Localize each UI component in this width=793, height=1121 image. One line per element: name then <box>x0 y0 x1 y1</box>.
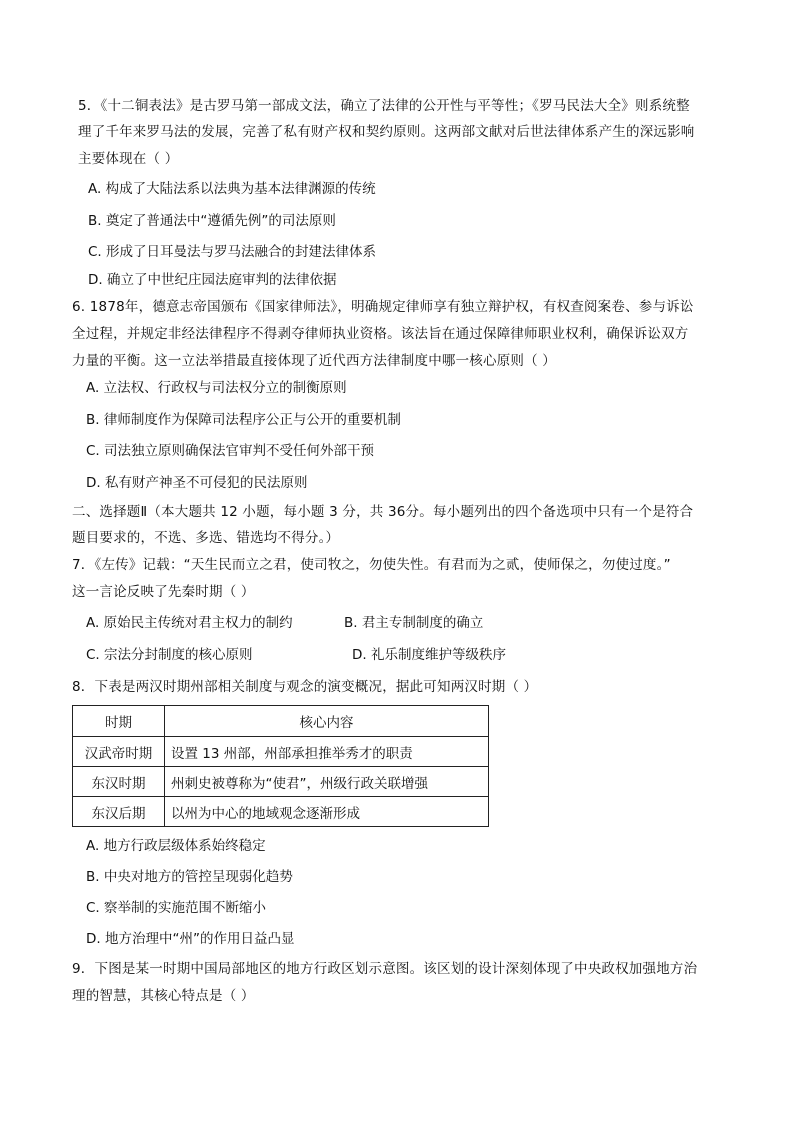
q6-line-3: 力量的平衡。这一立法举措最直接体现了近代西方法律制度中哪一核心原则（ ） <box>72 353 556 369</box>
q7-option-b: B. 君主专制制度的确立 <box>344 615 484 631</box>
q5-option-a: A. 构成了大陆法系以法典为基本法律渊源的传统 <box>88 181 376 197</box>
q8-line-1: 8．下表是两汉时期州部相关制度与观念的演变概况，据此可知两汉时期（ ） <box>72 679 538 695</box>
q7-option-c: C. 宗法分封制度的核心原则 <box>86 647 253 663</box>
q9-line-1: 9．下图是某一时期中国局部地区的地方行政区划示意图。该区划的设计深刻体现了中央政权加强地方治 <box>72 961 698 977</box>
q9-line-2: 理的智慧，其核心特点是（ ） <box>72 988 255 1004</box>
q8-option-b: B. 中央对地方的管控呈现弱化趋势 <box>86 869 293 885</box>
table-cell-period: 东汉后期 <box>73 797 165 827</box>
q5-option-d: D. 确立了中世纪庄园法庭审判的法律依据 <box>88 272 337 288</box>
q8-table <box>72 705 489 827</box>
table-header-content: 核心内容 <box>165 706 489 737</box>
q7-option-d: D. 礼乐制度维护等级秩序 <box>352 647 506 663</box>
q8-option-c: C. 察举制的实施范围不断缩小 <box>86 900 267 916</box>
section2-line-2: 题目要求的，不选、多选、错选均不得分。） <box>72 530 340 546</box>
table-row <box>73 797 489 827</box>
table-header-period: 时期 <box>73 706 165 737</box>
q5-option-b: B. 奠定了普通法中“遵循先例”的司法原则 <box>88 213 336 229</box>
q5-line-3: 主要体现在（ ） <box>78 151 179 167</box>
q6-option-b: B. 律师制度作为保障司法程序公正与公开的重要机制 <box>86 412 401 428</box>
q6-line-1: 6. 1878年，德意志帝国颁布《国家律师法》，明确规定律师享有独立辩护权，有权查阅案卷、参与诉讼 <box>72 299 694 315</box>
table-cell-content: 州刺史被尊称为“使君”，州级行政关联增强 <box>165 767 489 797</box>
q6-option-a: A. 立法权、行政权与司法权分立的制衡原则 <box>86 380 347 396</box>
table-cell-period: 东汉时期 <box>73 767 165 797</box>
q5-line-2: 理了千年来罗马法的发展，完善了私有财产权和契约原则。这两部文献对后世法律体系产生的深远影响 <box>78 124 695 140</box>
table-row <box>73 767 489 797</box>
q7-option-a: A. 原始民主传统对君主权力的制约 <box>86 615 293 631</box>
table-row <box>73 737 489 767</box>
q6-option-c: C. 司法独立原则确保法官审判不受任何外部干预 <box>86 443 375 459</box>
table-cell-content: 以州为中心的地域观念逐渐形成 <box>165 797 489 827</box>
q7-line-1: 7．《左传》记载：“天生民而立之君，使司牧之，勿使失性。有君而为之贰，使师保之，勿使过度。” <box>72 557 671 573</box>
table-cell-content: 设置 13 州部，州部承担推举秀才的职责 <box>165 737 489 767</box>
q6-line-2: 全过程，并规定非经法律程序不得剥夺律师执业资格。该法旨在通过保障律师职业权利，确保诉讼双方 <box>72 326 689 342</box>
q6-option-d: D. 私有财产神圣不可侵犯的民法原则 <box>86 475 308 491</box>
q8-option-a: A. 地方行政层级体系始终稳定 <box>86 838 266 854</box>
table-header-row <box>73 706 489 737</box>
q8-option-d: D. 地方治理中“州”的作用日益凸显 <box>86 931 295 947</box>
section2-line-1: 二、选择题Ⅱ（本大题共 12 小题，每小题 3 分，共 36分。每小题列出的四个备选项中只有一个是符合 <box>72 504 694 520</box>
q7-line-2: 这一言论反映了先秦时期（ ） <box>72 584 255 600</box>
table-cell-period: 汉武帝时期 <box>73 737 165 767</box>
q5-line-1: 5．《十二铜表法》是古罗马第一部成文法，确立了法律的公开性与平等性；《罗马民法大全》则系统整 <box>78 98 690 114</box>
q5-option-c: C. 形成了日耳曼法与罗马法融合的封建法律体系 <box>88 244 377 260</box>
